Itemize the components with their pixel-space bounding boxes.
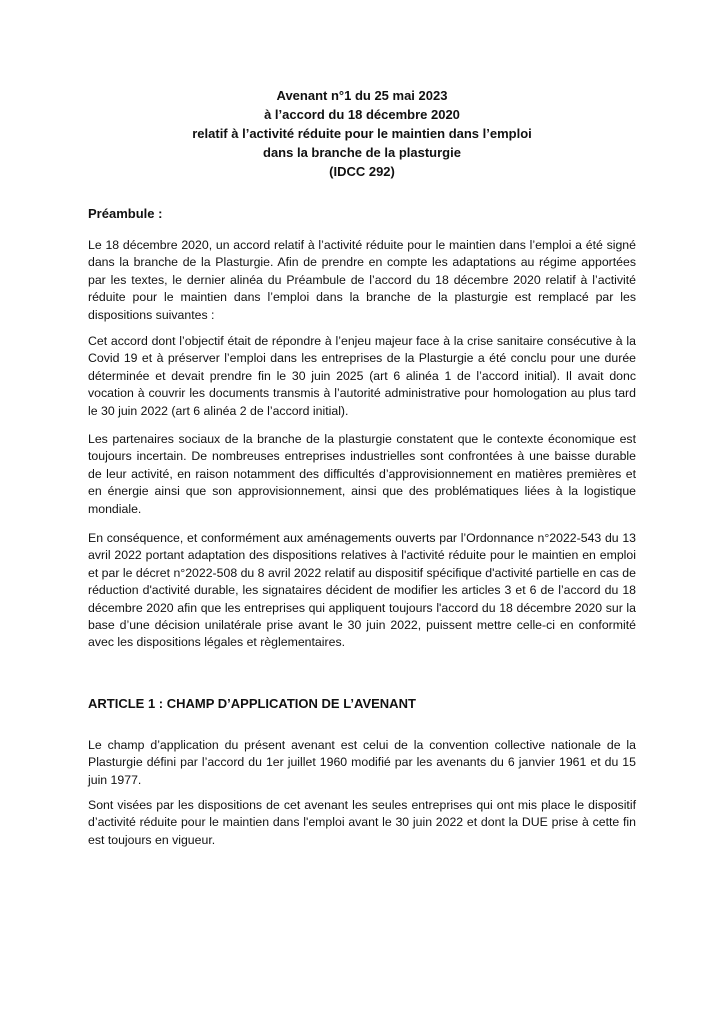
preamble-paragraph-2: Cet accord dont l’objectif était de répondre à l’enjeu majeur face à la crise sanitaire consécutive à la Covid 19 et à préserver l’emploi dans les entreprises de la Plasturgie a été conclu pour une durée déterminée et devait prendre fin le 30 juin 2025 (art 6 alinéa 1 de l’accord initial). Il avait donc vocation à couvrir les documents transmis à l’autorité administrative pour homologation au plus tard le 30 juin 2022 (art 6 alinéa 2 de l’accord initial). bbox=[88, 334, 636, 418]
article-1-paragraph-1: Le champ d’application du présent avenant est celui de la convention collective nationale de la Plasturgie défini par l’accord du 1er juillet 1960 modifié par les avenants du 6 janvier 1961 et du 15 juin 1977. bbox=[88, 738, 636, 787]
preamble-paragraph-1: Le 18 décembre 2020, un accord relatif à l’activité réduite pour le maintien dans l’emploi a été signé dans la branche de la Plasturgie. Afin de prendre en compte les adaptations au régime apportées par les textes, le dernier alinéa du Préambule de l’accord du 18 décembre 2020 relatif à l’activité réduite pour le maintien dans l’emploi dans la branche de la plasturgie est remplacé par les dispositions suivantes : bbox=[88, 238, 636, 322]
title-line-branch: dans la branche de la plasturgie bbox=[263, 145, 461, 160]
title-line-idcc: (IDCC 292) bbox=[329, 164, 395, 179]
preamble-paragraph-3: Les partenaires sociaux de la branche de la plasturgie constatent que le contexte économique est toujours incertain. De nombreuses entreprises industrielles sont confrontées à une baisse durable de leur activité, en raison notamment des difficultés d’approvisionnement en matières premières et en énergie ainsi que son approvisionnement, ainsi que des problématiques liées à la logistique mondiale. bbox=[88, 432, 636, 516]
document-title bbox=[88, 86, 636, 181]
article-1-paragraph-2: Sont visées par les dispositions de cet avenant les seules entreprises qui ont mis place le dispositif d’activité réduite pour le maintien dans l'emploi avant le 30 juin 2022 et dont la DUE prise à cette fin est toujours en vigueur. bbox=[88, 798, 636, 847]
title-line-agreement: à l’accord du 18 décembre 2020 bbox=[264, 107, 460, 122]
title-line-subject: relatif à l’activité réduite pour le maintien dans l’emploi bbox=[192, 126, 532, 141]
preamble-heading: Préambule : bbox=[88, 206, 163, 221]
preamble-paragraph-4: En conséquence, et conformément aux aménagements ouverts par l’Ordonnance n°2022-543 du 13 avril 2022 portant adaptation des dispositions relatives à l'activité réduite pour le maintien en emploi et par le décret n°2022-508 du 8 avril 2022 relatif au dispositif spécifique d'activité partielle en cas de réduction d'activité durable, les signataires décident de modifier les articles 3 et 6 de l’accord du 18 décembre 2020 afin que les entreprises qui appliquent toujours l'accord du 18 décembre 2020 sur la base d’une décision unilatérale prise avant le 30 juin 2022, puissent mettre celle-ci en conformité avec les dispositions légales et règlementaires. bbox=[88, 531, 636, 650]
title-line-amendment: Avenant n°1 du 25 mai 2023 bbox=[276, 88, 448, 103]
article-1-heading: ARTICLE 1 : CHAMP D’APPLICATION DE L’AVENANT bbox=[88, 696, 416, 711]
